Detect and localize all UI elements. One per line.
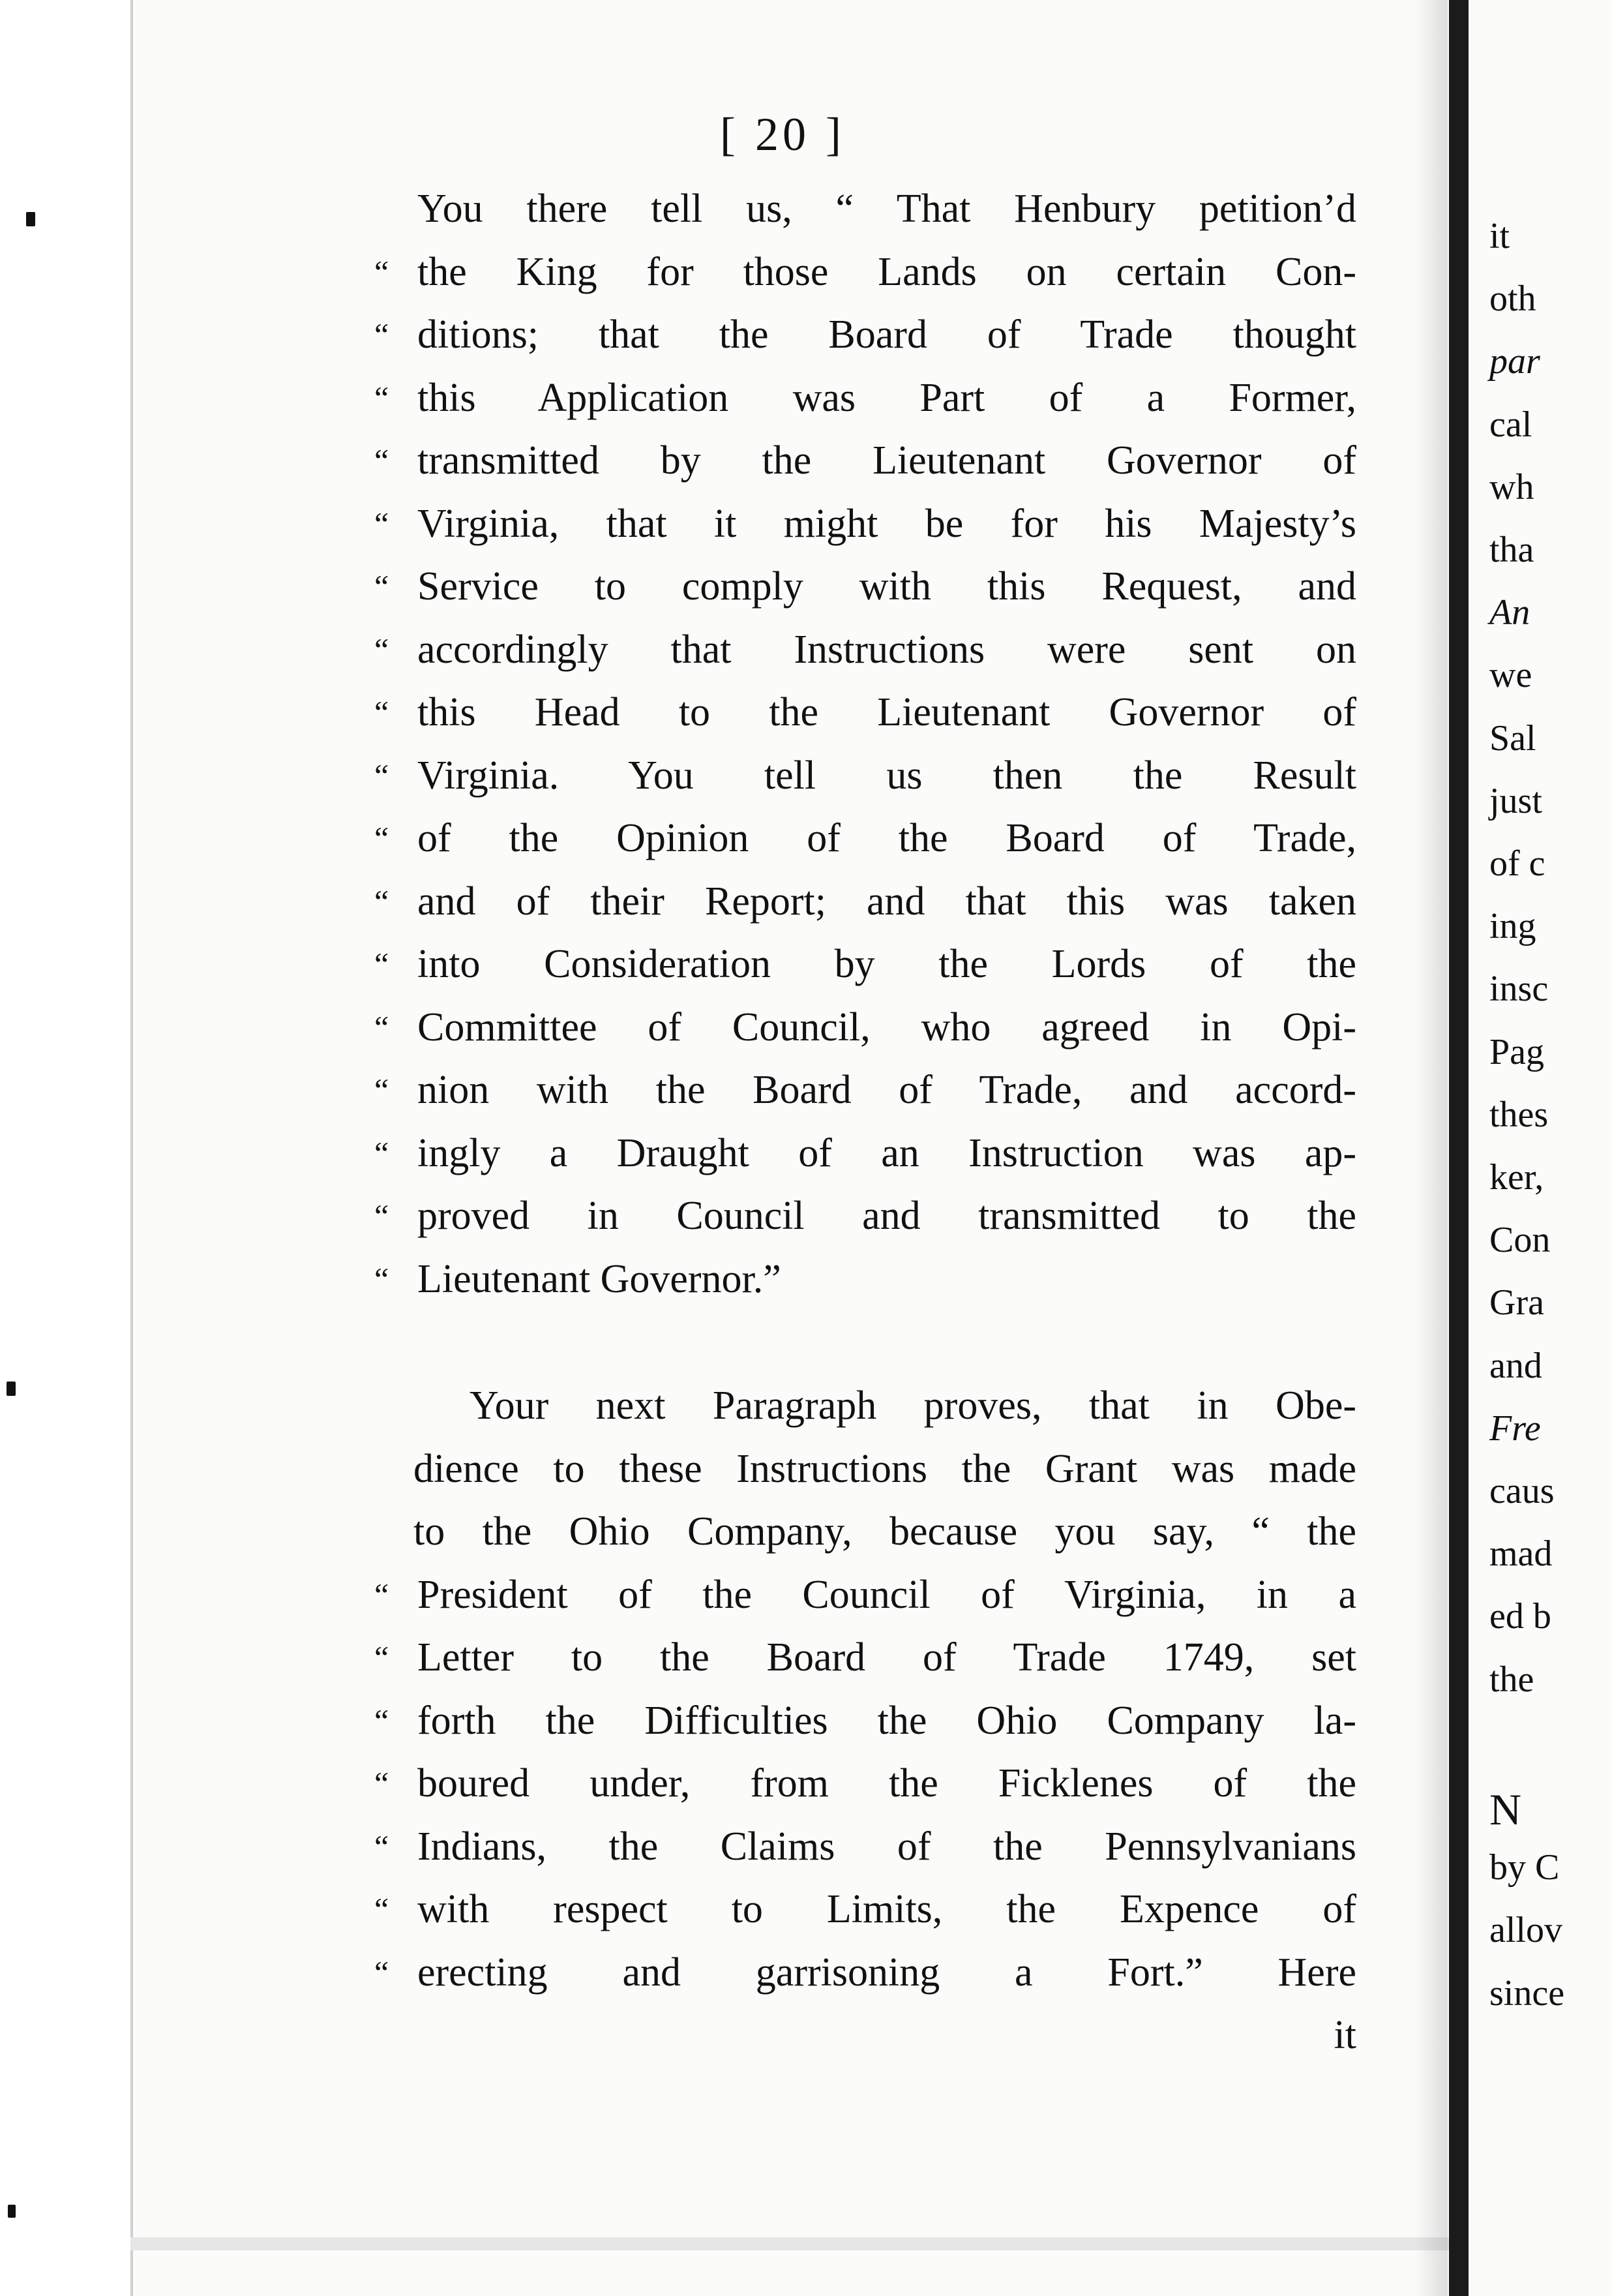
left-margin	[0, 0, 130, 2296]
line-text: Your next Paragraph proves, that in Obe-	[470, 1383, 1356, 1428]
quote-mark: “	[374, 1134, 389, 1171]
quote-mark: “	[374, 1702, 389, 1739]
line-text: ditions; that the Board of Trade thought	[417, 312, 1356, 357]
text-line	[374, 492, 1356, 556]
line-text: ingly a Draught of an Instruction was ap-	[417, 1130, 1356, 1175]
text-line	[417, 177, 1356, 241]
line-text: with respect to Limits, the Expence of	[417, 1887, 1356, 1931]
quote-mark: “	[374, 946, 389, 982]
quote-mark: “	[374, 316, 389, 353]
line-text: of the Opinion of the Board of Trade,	[417, 816, 1356, 860]
text-line	[374, 1122, 1356, 1185]
quote-mark: “	[374, 1576, 389, 1613]
quote-mark: “	[374, 631, 389, 668]
text-line	[374, 1626, 1356, 1689]
text-line	[374, 1563, 1356, 1627]
text-line	[374, 1815, 1356, 1879]
facing-page-line: it	[1489, 216, 1510, 256]
facing-page-line: wh	[1489, 466, 1534, 507]
paragraph-gap	[417, 1310, 1356, 1374]
line-text: proved in Council and transmitted to the	[417, 1194, 1356, 1238]
line-text: nion with the Board of Trade, and accord-	[417, 1068, 1356, 1112]
text-line	[374, 996, 1356, 1059]
facing-page-line: caus	[1489, 1471, 1555, 1511]
facing-page-line: thes	[1489, 1094, 1549, 1135]
line-text: boured under, from the Ficklenes of the	[417, 1761, 1356, 1805]
facing-page-line: by C	[1489, 1847, 1560, 1888]
facing-page-line: of c	[1489, 843, 1545, 884]
line-text: erecting and garrisoning a Fort.” Here	[417, 1950, 1356, 1995]
facing-page	[1469, 0, 1612, 2296]
quote-mark: “	[374, 505, 389, 542]
line-text: accordingly that Instructions were sent on	[417, 627, 1356, 672]
text-line	[413, 1438, 1356, 1501]
paragraph-1	[374, 177, 1356, 1310]
line-text: the King for those Lands on certain Con-	[417, 249, 1356, 294]
text-line	[374, 1878, 1356, 1941]
line-text: You there tell us, “ That Henbury petition’d	[417, 187, 1356, 231]
line-text: to the Ohio Company, because you say, “ the	[413, 1509, 1356, 1554]
text-line	[374, 1689, 1356, 1753]
facing-page-line: the	[1489, 1659, 1534, 1700]
line-text: Service to comply with this Request, and	[417, 564, 1356, 609]
text-line	[374, 367, 1356, 430]
book-gutter	[1449, 0, 1469, 2296]
quote-mark: “	[374, 1891, 389, 1927]
text-line	[374, 429, 1356, 492]
text-line	[374, 933, 1356, 996]
quote-mark: “	[374, 883, 389, 920]
facing-page-line: cal	[1489, 404, 1532, 445]
quote-mark: “	[374, 253, 389, 290]
quote-mark: “	[374, 1954, 389, 1991]
gutter-shadow	[1415, 0, 1448, 2296]
quote-mark: “	[374, 1008, 389, 1046]
line-text: Indians, the Claims of the Pennsylvanians	[417, 1824, 1356, 1869]
text-line	[374, 1752, 1356, 1815]
facing-page-line: Gra	[1489, 1282, 1544, 1323]
page-edge	[130, 2237, 1461, 2250]
text-line	[374, 241, 1356, 304]
quote-mark: “	[374, 1198, 389, 1234]
quote-mark: “	[374, 1072, 389, 1108]
text-line	[374, 807, 1356, 870]
line-text: President of the Council of Virginia, in a	[417, 1572, 1356, 1617]
line-text: Lieutenant Governor.”	[417, 1256, 781, 1301]
quote-mark: “	[374, 1828, 389, 1865]
facing-page-line: mad	[1489, 1533, 1553, 1575]
facing-page-line: oth	[1489, 279, 1536, 320]
line-text: this Head to the Lieutenant Governor of	[417, 690, 1356, 734]
line-text: into Consideration by the Lords of the	[417, 942, 1356, 986]
line-text: Letter to the Board of Trade 1749, set	[417, 1635, 1356, 1680]
quote-mark: “	[374, 694, 389, 731]
facing-page-line: we	[1489, 655, 1532, 696]
line-text: Virginia, that it might be for his Majesty’s	[417, 501, 1356, 546]
facing-page-line: and	[1489, 1345, 1542, 1386]
quote-mark: “	[374, 442, 389, 479]
line-text: forth the Difficulties the Ohio Company la-	[417, 1698, 1356, 1743]
text-line	[374, 1248, 1356, 1311]
catchword	[417, 2004, 1356, 2067]
line-text: this Application was Part of a Former,	[417, 375, 1356, 420]
quote-mark: “	[374, 757, 389, 794]
facing-page-line: An	[1489, 592, 1530, 633]
facing-page-line: ker,	[1489, 1157, 1544, 1198]
line-text: Committee of Council, who agreed in Opi-	[417, 1004, 1356, 1050]
quote-mark: “	[374, 568, 389, 605]
text-line	[374, 870, 1356, 933]
facing-page-line: allov	[1489, 1910, 1562, 1951]
line-text: transmitted by the Lieutenant Governor of	[417, 438, 1356, 483]
quote-mark: “	[374, 379, 389, 416]
text-line	[374, 618, 1356, 682]
facing-page-line: Con	[1489, 1220, 1551, 1261]
facing-page-line: tha	[1489, 530, 1534, 570]
facing-page-line: N	[1489, 1785, 1522, 1834]
catchword-text: it	[1334, 2013, 1356, 2057]
facing-page-line: ed b	[1489, 1596, 1551, 1637]
text-line	[374, 1059, 1356, 1122]
text-line	[417, 1374, 1356, 1438]
text-line	[374, 744, 1356, 808]
facing-page-line: par	[1489, 341, 1540, 382]
margin-mark	[7, 1382, 16, 1396]
line-text: and of their Report; and that this was taken	[417, 879, 1356, 924]
margin-mark	[8, 2205, 16, 2218]
line-text: dience to these Instructions the Grant was made	[413, 1446, 1356, 1491]
page-number: [ 20 ]	[720, 108, 845, 160]
facing-page-line: Fre	[1489, 1408, 1541, 1449]
margin-mark	[26, 212, 35, 226]
facing-page-line: Pag	[1489, 1031, 1544, 1072]
quote-mark: “	[374, 1260, 389, 1297]
quote-mark: “	[374, 820, 389, 856]
quote-mark: “	[374, 1765, 389, 1802]
text-line	[413, 1500, 1356, 1563]
facing-page-line: ing	[1489, 906, 1536, 947]
text-line	[374, 303, 1356, 367]
text-line	[374, 1185, 1356, 1248]
facing-page-line: just	[1489, 780, 1542, 821]
text-block	[374, 177, 1356, 2067]
paragraph-2	[374, 1374, 1356, 2067]
text-line	[374, 1941, 1356, 2004]
facing-page-line: insc	[1489, 969, 1549, 1010]
line-text: Virginia. You tell us then the Result	[417, 753, 1356, 798]
text-line	[374, 681, 1356, 744]
text-line	[374, 555, 1356, 618]
facing-page-line: since	[1489, 1972, 1565, 2014]
facing-page-line: Sal	[1489, 718, 1536, 759]
quote-mark: “	[374, 1639, 389, 1676]
